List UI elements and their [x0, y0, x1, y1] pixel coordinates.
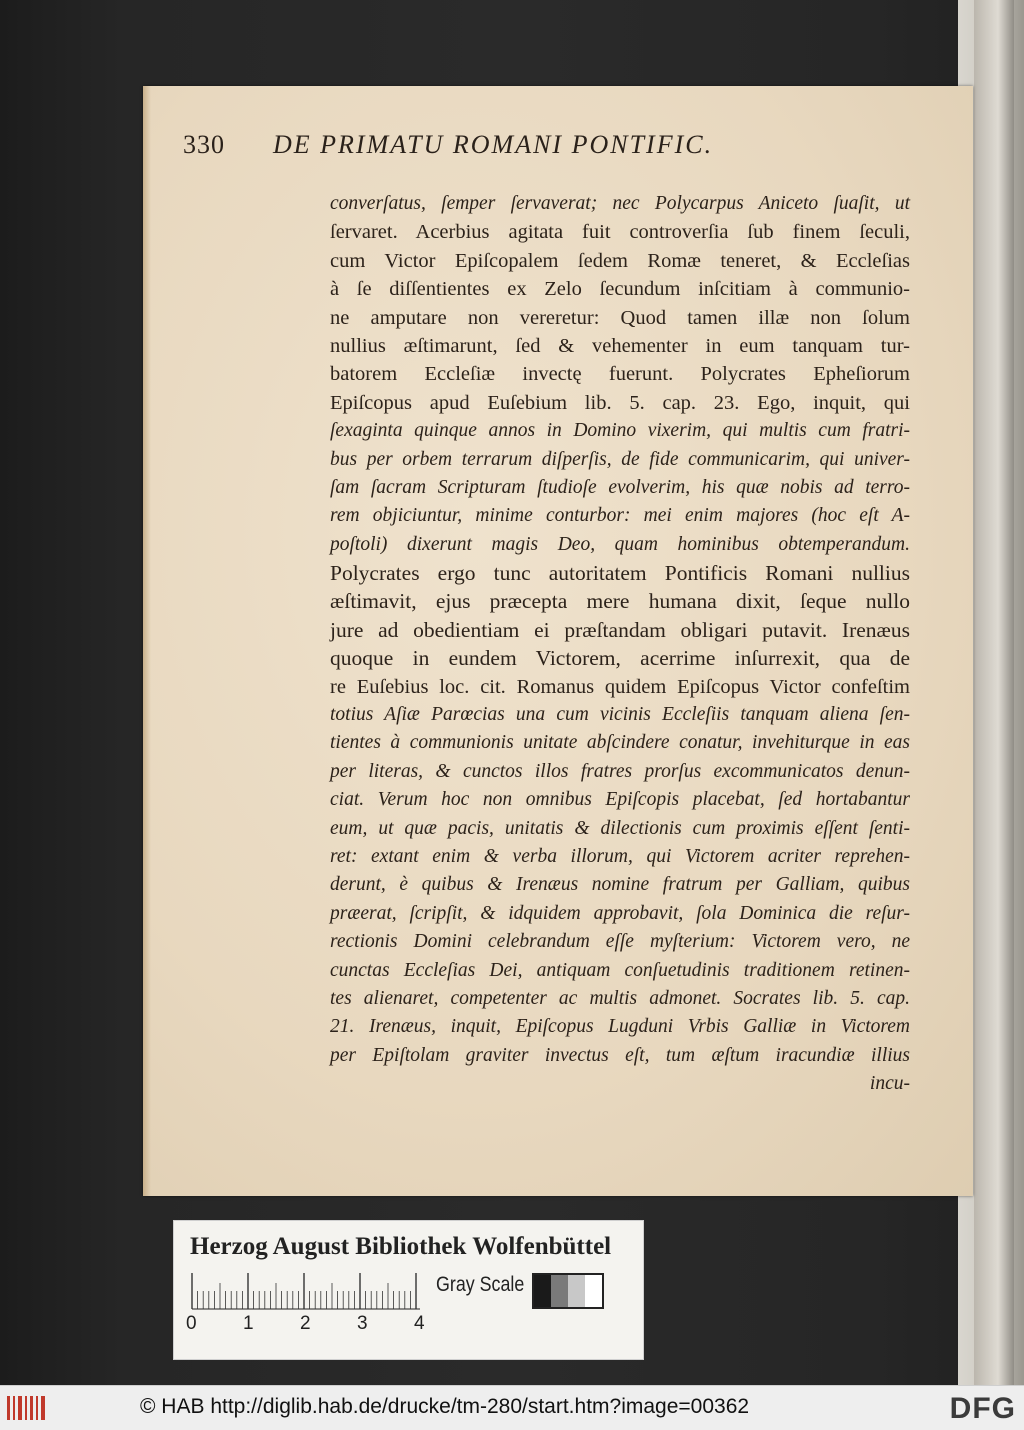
text-line: ſexaginta quinque annos in Domino vixerim, qui multis cum fratri- [330, 420, 910, 442]
text-line: converſatus, ſemper ſervaverat; nec Polycarpus Aniceto ſuaſit, ut [330, 193, 910, 214]
barcode-logo-icon [6, 1394, 48, 1422]
ruler-number: 1 [243, 1313, 254, 1334]
text-line: per Epiſtolam graviter invectus eſt, tum æſtum iracundiæ illius [330, 1044, 910, 1066]
gray-swatch [585, 1275, 602, 1307]
text-line: rem objiciuntur, minime conturbor: mei enim majores (hoc eſt A- [330, 505, 910, 527]
gray-swatch [534, 1275, 551, 1307]
text-line: 21. Irenæus, inquit, Epiſcopus Lugduni Vrbis Galliæ in Victorem [330, 1016, 910, 1038]
page-body-text [330, 190, 910, 1095]
text-line: tes alienaret, competenter ac multis admonet. Socrates lib. 5. cap. [330, 987, 910, 1009]
text-line: tientes à communionis unitate abſcindere conatur, invehiturque in eas [330, 732, 910, 754]
text-line: totius Aſiæ Parœcias una cum vicinis Eccleſiis tanquam aliena ſen- [330, 704, 910, 726]
running-head [183, 130, 903, 160]
ruler-number: 2 [300, 1313, 311, 1334]
scan-board-strip [974, 0, 1014, 1385]
text-line: ſam ſacram Scripturam ſtudioſe evolverim, his quæ nobis ad terro- [330, 476, 910, 498]
library-label-card [173, 1220, 644, 1360]
text-line: jure ad obedientiam ei præſtandam obligari putavit. Irenæus [330, 617, 910, 642]
text-line: incu- [869, 1073, 910, 1095]
text-line: bus per orbem terrarum diſperſis, de fide communicarim, qui univer- [330, 448, 910, 470]
library-name: Herzog August Bibliothek Wolfenbüttel [190, 1233, 612, 1260]
text-line: ſervaret. Acerbius agitata fuit controverſia ſub finem ſeculi, [330, 221, 910, 244]
gray-swatch [568, 1275, 585, 1307]
text-line: à ſe diſſentientes ex Zelo ſecundum inſcitiam à communio- [330, 278, 910, 301]
measurement-ruler [190, 1271, 440, 1311]
viewer-footer [0, 1385, 1024, 1430]
dfg-logo: DFG [949, 1392, 1016, 1425]
text-line: derunt, è quibus & Irenæus nomine fratrum per Galliam, quibus [330, 874, 910, 896]
text-line: Polycrates ergo tunc autoritatem Pontificis Romani nullius [330, 561, 910, 586]
ruler-number: 4 [414, 1313, 425, 1334]
text-line: re Euſebius loc. cit. Romanus quidem Epiſcopus Victor confeſtim [330, 675, 910, 698]
text-line: nullius æſtimarunt, ſed & vehementer in eum tanquam tur- [330, 334, 910, 357]
ruler-number: 0 [186, 1313, 197, 1334]
text-line: præerat, ſcripſit, & idquidem approbavit, ſola Dominica die reſur- [330, 902, 910, 924]
text-line: batorem Eccleſiæ invectę fuerunt. Polycrates Epheſiorum [330, 363, 910, 386]
text-line: per literas, & cunctos illos fratres prorſus excommunicatos denun- [330, 760, 910, 782]
text-line: ciat. Verum hoc non omnibus Epiſcopis placebat, ſed hortabantur [330, 789, 910, 811]
gray-scale-label: Gray Scale [436, 1273, 525, 1296]
text-line: poſtoli) dixerunt magis Deo, quam hominibus obtemperandum. [330, 533, 910, 555]
text-line: æſtimavit, ejus præcepta mere humana dixit, ſeque nullo [330, 589, 910, 614]
text-line: cunctas Eccleſias Dei, antiquam conſuetudinis traditionem retinen- [330, 959, 910, 981]
text-line: eum, ut quæ pacis, unitatis & dilectionis cum proximis eſſent ſenti- [330, 817, 910, 839]
text-line: cum Victor Epiſcopalem ſedem Romæ teneret, & Eccleſias [330, 249, 910, 272]
running-head-title: DE PRIMATU ROMANI PONTIFIC. [273, 130, 714, 159]
text-line: rectionis Domini celebrandum eſſe myſterium: Victorem vero, ne [330, 931, 910, 953]
text-line: Epiſcopus apud Euſebium lib. 5. cap. 23. Ego, inquit, qui [330, 391, 910, 414]
copyright-url[interactable]: © HAB http://diglib.hab.de/drucke/tm-280/start.htm?image=00362 [140, 1395, 750, 1418]
gray-scale-swatches [532, 1273, 604, 1309]
text-line: quoque in eundem Victorem, acerrime inſurrexit, qua de [330, 646, 910, 671]
ruler-number: 3 [357, 1313, 368, 1334]
text-line: ne amputare non vereretur: Quod tamen illæ non ſolum [330, 306, 910, 329]
page-number: 330 [183, 130, 225, 159]
gray-swatch [551, 1275, 568, 1307]
text-line: ret: extant enim & verba illorum, qui Victorem acriter reprehen- [330, 845, 910, 867]
